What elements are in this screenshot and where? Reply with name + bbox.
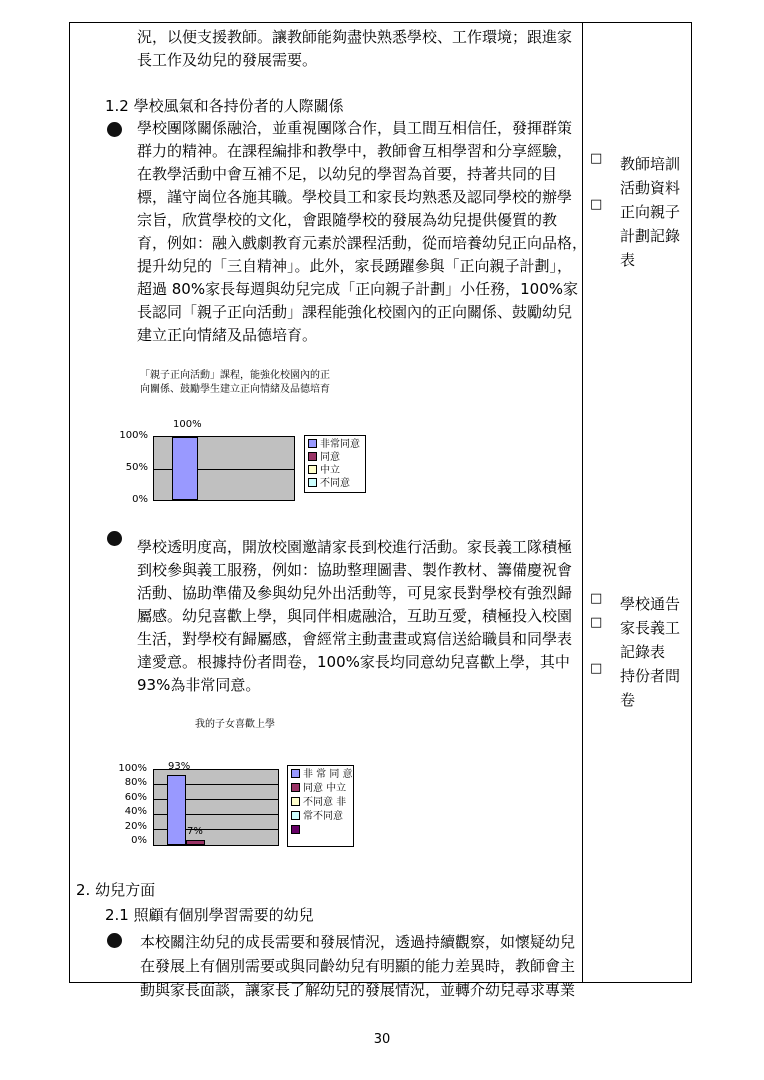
chart1-y-tick: 0% <box>132 494 148 505</box>
checkbox-icon: □ <box>590 615 603 630</box>
page-number: 30 <box>373 1032 391 1047</box>
chart2-y-tick: 80% <box>124 777 147 788</box>
chart1-y-tick: 50% <box>125 462 148 473</box>
legend-swatch <box>308 439 317 448</box>
chart2-y-tick: 100% <box>118 763 147 774</box>
section2-bullet-paragraph: 本校關注幼兒的成長需要和發展情況，透過持續觀察，如懷疑幼兒 在發展上有個別需要或與同齡幼兒有明顯的能力差異時，教師會主 動與家長面談，讓家長了解幼兒的發展情況，並轉介幼兒尋求專業 <box>140 933 576 999</box>
chart1-title: 「親子正向活動」課程，能強化校園內的正 向關係、鼓勵學生建立正向情緒及品德培育 <box>140 370 330 395</box>
bullet-icon <box>107 531 122 546</box>
legend-swatch <box>308 478 317 487</box>
chart2-legend-item: 非 常 同 意 <box>288 768 353 782</box>
chart2-legend-item: 常不同意 <box>288 810 353 824</box>
checkbox-icon: □ <box>590 591 603 606</box>
chart1-data-label: 100% <box>173 419 202 430</box>
section-2-1-heading: 2.1 照顧有個別學習需要的幼兒 <box>105 906 314 924</box>
legend-swatch <box>308 452 317 461</box>
chart2-legend-item: 不同意 非 <box>288 796 353 810</box>
bullet-icon <box>107 122 122 137</box>
legend-swatch <box>291 783 300 792</box>
side-note-evidence-1: 教師培訓 活動資料 正向親子 計劃記錄 表 <box>620 155 681 269</box>
chart2-plot-area <box>153 769 279 846</box>
chart1-legend-item: 中立 <box>305 464 365 477</box>
chart2-y-tick: 40% <box>124 806 147 817</box>
intro-paragraph: 況，以便支援教師。讓教師能夠盡快熟悉學校、工作環境；跟進家 長工作及幼兒的發展需要。 <box>137 28 573 69</box>
chart2-bar-very-agree <box>167 775 186 845</box>
chart1-legend <box>304 435 366 493</box>
chart2-title: 我的子女喜歡上學 <box>195 719 275 730</box>
legend-swatch <box>291 825 300 834</box>
side-note-evidence-2: 學校通告 家長義工 記錄表 持份者問 卷 <box>620 595 681 709</box>
bullet-icon <box>107 933 122 948</box>
chart2-y-tick: 60% <box>124 792 147 803</box>
checkbox-icon: □ <box>590 151 603 166</box>
chart1-legend-item: 非常同意 <box>305 438 365 451</box>
chart2-legend-item: 同意 中立 <box>288 782 353 796</box>
chart2-bar-agree <box>186 840 205 845</box>
section-1-2-heading: 1.2 學校風氣和各持份者的人際關係 <box>105 97 344 115</box>
chart2-y-tick: 0% <box>131 835 147 846</box>
checkbox-icon: □ <box>590 661 603 676</box>
chart2-data-label: 93% <box>168 761 191 773</box>
legend-swatch <box>308 465 317 474</box>
chart1-plot-area <box>153 436 295 501</box>
chart2-data-label: 7% <box>187 825 203 837</box>
chart1-legend-item: 不同意 <box>305 477 365 490</box>
chart2-legend-item <box>288 824 353 838</box>
chart2-legend <box>287 765 354 847</box>
chart1-y-tick: 100% <box>119 430 148 441</box>
chart1-bar-very-agree <box>172 437 198 500</box>
legend-swatch <box>291 797 300 806</box>
section-2-heading: 2. 幼兒方面 <box>76 881 156 899</box>
legend-swatch <box>291 769 300 778</box>
legend-swatch <box>291 811 300 820</box>
bullet2-paragraph: 學校透明度高，開放校園邀請家長到校進行活動。家長義工隊積極 到校參與義工服務，例如：協助整理圖書、製作教材、籌備慶祝會 活動、協助準備及參與幼兒外出活動等，可見家長對學校有強烈歸 屬感。幼兒喜歡上學，與同伴相處融洽，互助互愛，積極投入校園 生活，對學校有歸屬感，會經常主動畫畫或寫信送給職員和同學表 達愛意。根據持份者問卷，100%家長均同意幼兒喜歡上學，其中 93%為非常同意。 <box>137 538 573 694</box>
chart1-legend-item: 同意 <box>305 451 365 464</box>
chart2-y-tick: 20% <box>124 821 147 832</box>
checkbox-icon: □ <box>590 197 603 212</box>
bullet1-paragraph: 學校團隊關係融洽，並重視團隊合作，員工間互相信任，發揮群策 群力的精神。在課程編排和教學中，教師會互相學習和分享經驗， 在教學活動中會互補不足，以幼兒的學習為首要，持著共同的目 標，謹守崗位各施其職。學校員工和家長均熟悉及認同學校的辦學 宗旨，欣賞學校的文化，會跟隨學校的發展為幼兒提供優質的教 育，例如：融入戲劇教育元素於課程活動，從而培養幼兒正向品格， 提升幼兒的「三自精神」。此外，家長踴躍參與「正向親子計劃」， 超過 80%家長每週與幼兒完成「正向親子計劃」小任務，100%家 長認同「親子正向活動」課程能強化校園內的正向關係、鼓勵幼兒 建立正向情緒及品德培育。 <box>137 119 588 344</box>
